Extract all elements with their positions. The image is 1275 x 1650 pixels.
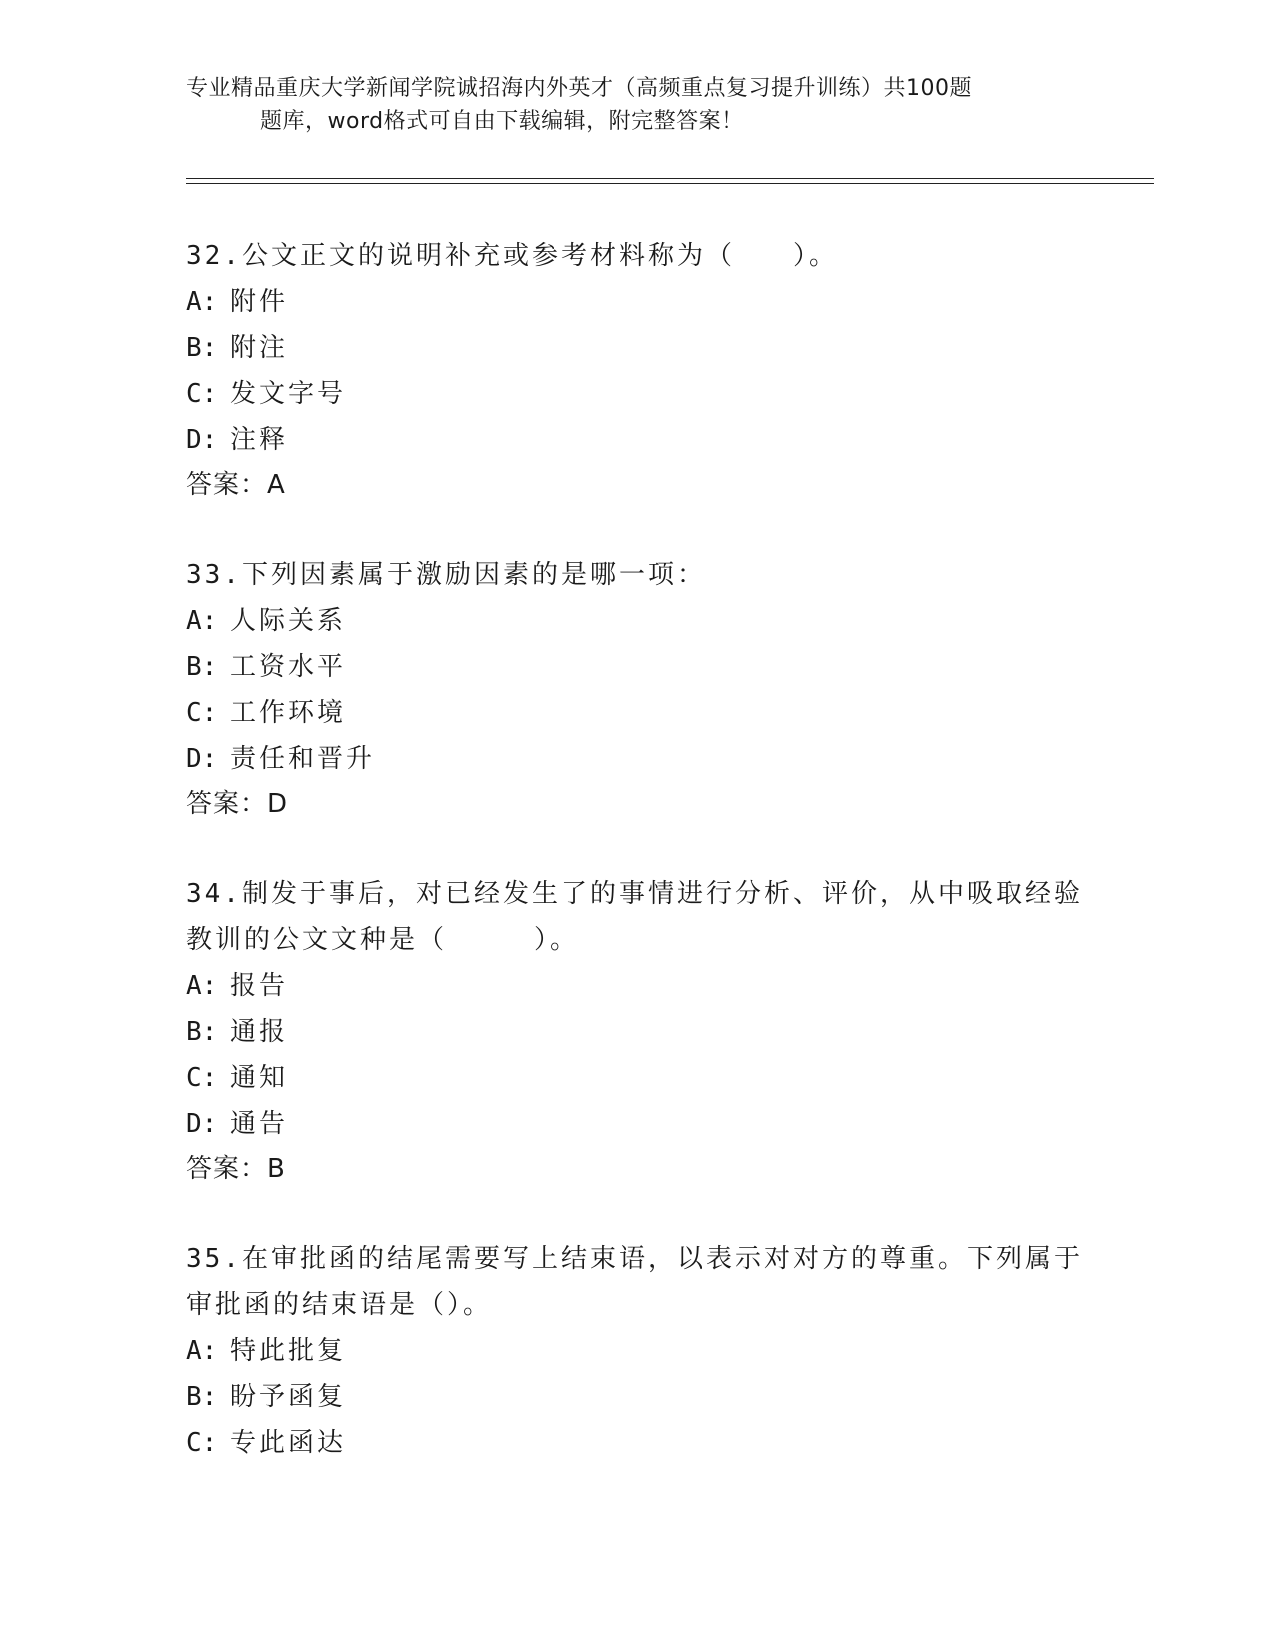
question-32 <box>186 233 1086 507</box>
option-letter: A: <box>186 1336 218 1366</box>
option-letter: B: <box>186 652 218 682</box>
answer-line: 答案：D <box>186 789 289 819</box>
header-divider-bottom <box>186 183 1154 184</box>
answer-line: 答案：A <box>186 470 286 500</box>
option-c <box>186 371 1086 417</box>
option-c <box>186 1055 1086 1101</box>
option-b <box>186 1374 1086 1420</box>
option-letter: B: <box>186 1382 218 1412</box>
option-c <box>186 690 1086 736</box>
option-text: 盼予函复 <box>230 1382 347 1412</box>
option-text: 责任和晋升 <box>230 744 376 774</box>
option-d <box>186 736 1086 782</box>
option-text: 通告 <box>230 1109 289 1139</box>
answer-line: 答案：B <box>186 1154 286 1184</box>
option-letter: D: <box>186 1109 218 1139</box>
header-title-line1: 专业精品重庆大学新闻学院诚招海内外英才（高频重点复习提升训练）共100题 <box>186 76 972 101</box>
option-letter: A: <box>186 287 218 317</box>
option-b <box>186 325 1086 371</box>
question-text: 33.下列因素属于激励因素的是哪一项： <box>186 560 706 590</box>
option-letter: B: <box>186 333 218 363</box>
option-letter: D: <box>186 425 218 455</box>
option-letter: C: <box>186 1428 218 1458</box>
question-33 <box>186 552 1086 826</box>
option-letter: A: <box>186 971 218 1001</box>
question-list <box>186 233 1086 1511</box>
option-a <box>186 1328 1086 1374</box>
option-letter: C: <box>186 1063 218 1093</box>
option-text: 通知 <box>230 1063 289 1093</box>
option-letter: B: <box>186 1017 218 1047</box>
option-text: 附件 <box>230 287 289 317</box>
option-letter: A: <box>186 606 218 636</box>
option-letter: C: <box>186 698 218 728</box>
header-title-line2: 题库，word格式可自由下载编辑，附完整答案！ <box>260 109 744 134</box>
question-34 <box>186 871 1086 1191</box>
question-35 <box>186 1236 1086 1466</box>
option-text: 专此函达 <box>230 1428 347 1458</box>
header-divider-top <box>186 178 1154 179</box>
document-header <box>186 72 1086 138</box>
option-a <box>186 963 1086 1009</box>
option-d <box>186 417 1086 463</box>
option-text: 特此批复 <box>230 1336 347 1366</box>
option-text: 报告 <box>230 971 289 1001</box>
option-d <box>186 1101 1086 1147</box>
question-text: 32.公文正文的说明补充或参考材料称为（ ）。 <box>186 241 838 271</box>
option-a <box>186 279 1086 325</box>
option-text: 附注 <box>230 333 289 363</box>
option-c <box>186 1420 1086 1466</box>
option-text: 发文字号 <box>230 379 347 409</box>
question-text: 35.在审批函的结尾需要写上结束语，以表示对对方的尊重。下列属于审批函的结束语是（）。 <box>186 1244 1083 1320</box>
option-b <box>186 1009 1086 1055</box>
option-a <box>186 598 1086 644</box>
option-text: 通报 <box>230 1017 289 1047</box>
question-text: 34.制发于事后，对已经发生了的事情进行分析、评价，从中吸取经验教训的公文文种是（ ）。 <box>186 879 1083 955</box>
option-text: 工作环境 <box>230 698 347 728</box>
option-text: 人际关系 <box>230 606 347 636</box>
option-text: 工资水平 <box>230 652 347 682</box>
option-letter: C: <box>186 379 218 409</box>
option-letter: D: <box>186 744 218 774</box>
option-text: 注释 <box>230 425 289 455</box>
option-b <box>186 644 1086 690</box>
